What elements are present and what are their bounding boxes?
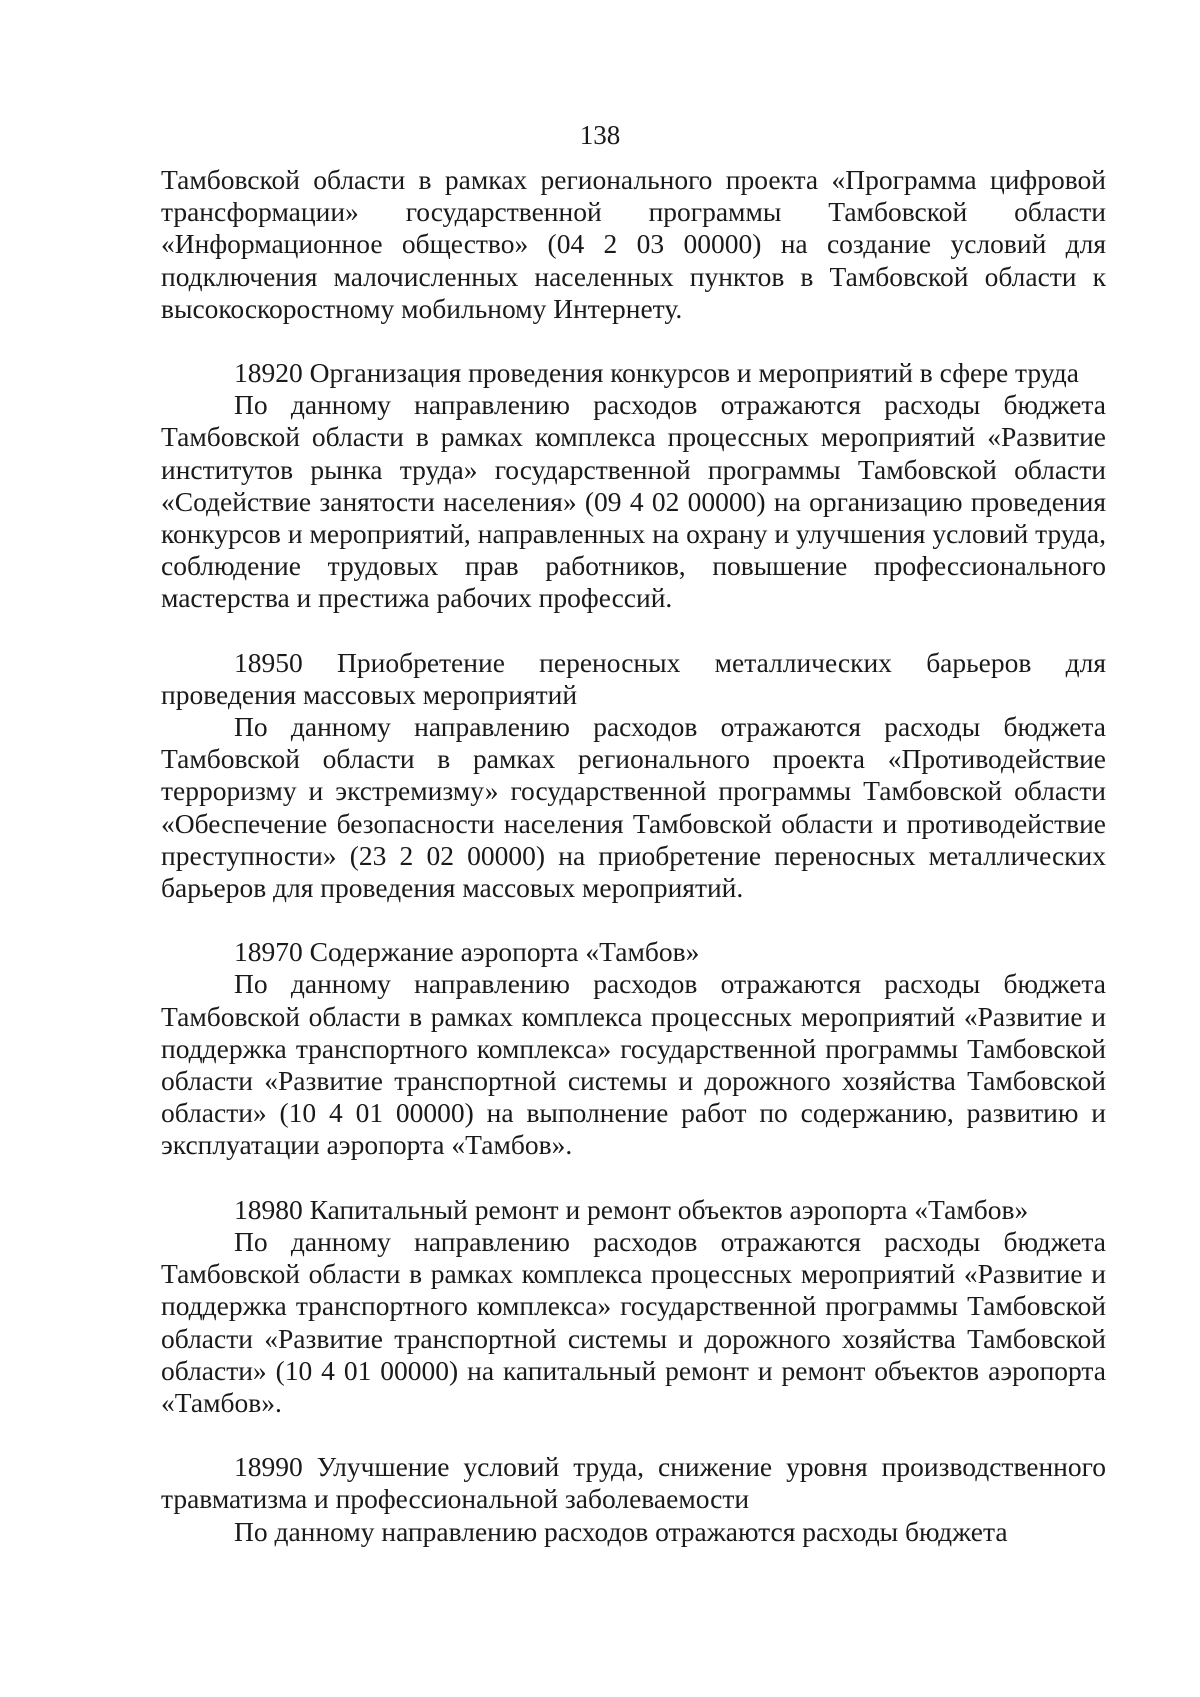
paragraph-continuation: Тамбовской области в рамках регионального проекта «Программа цифровой трансформации» государственной программы Тамбовской области «Информационное общество» (04 2 03 00000) на создание условий для подключения малочисленных населенных пунктов в Тамбовской области к высокоскоростному мобильному Интернету. [161,164,1106,324]
section-heading-18950: 18950 Приобретение переносных металлических барьеров для проведения массовых мероприятий [161,646,1106,710]
section-heading-18920: 18920 Организация проведения конкурсов и мероприятий в сфере труда [234,357,1080,389]
section-text-18980: По данному направлению расходов отражаются расходы бюджета Тамбовской области в рамках комплекса процессных мероприятий «Развитие и поддержка транспортного комплекса» государственной программы Тамбовской области «Развитие транспортной системы и дорожного хозяйства Тамбовской области» (10 4 01 00000) на капитальный ремонт и ремонт объектов аэропорта «Тамбов». [161,1225,1106,1418]
document-body [161,164,1106,1548]
section-text-18970: По данному направлению расходов отражаются расходы бюджета Тамбовской области в рамках комплекса процессных мероприятий «Развитие и поддержка транспортного комплекса» государственной программы Тамбовской области «Развитие транспортной системы и дорожного хозяйства Тамбовской области» (10 4 01 00000) на выполнение работ по содержанию, развитию и эксплуатации аэропорта «Тамбов». [161,968,1106,1161]
section-heading-18990: 18990 Улучшение условий труда, снижение уровня производственного травматизма и профессиональной заболеваемости [161,1451,1106,1515]
section-heading-18970: 18970 Содержание аэропорта «Тамбов» [234,936,700,968]
section-text-18990: По данному направлению расходов отражаются расходы бюджета [234,1515,1008,1547]
page-number: 138 [579,120,621,150]
section-text-18920: По данному направлению расходов отражаются расходы бюджета Тамбовской области в рамках комплекса процессных мероприятий «Развитие институтов рынка труда» государственной программы Тамбовской области «Содействие занятости населения» (09 4 02 00000) на организацию проведения конкурсов и мероприятий, направленных на охрану и улучшения условий труда, соблюдение трудовых прав работников, повышение профессионального мастерства и престижа рабочих профессий. [161,389,1106,614]
section-text-18950: По данному направлению расходов отражаются расходы бюджета Тамбовской области в рамках регионального проекта «Противодействие терроризму и экстремизму» государственной программы Тамбовской области «Обеспечение безопасности населения Тамбовской области и противодействие преступности» (23 2 02 00000) на приобретение переносных металлических барьеров для проведения массовых мероприятий. [161,711,1106,904]
section-heading-18980: 18980 Капитальный ремонт и ремонт объектов аэропорта «Тамбов» [234,1193,1029,1225]
